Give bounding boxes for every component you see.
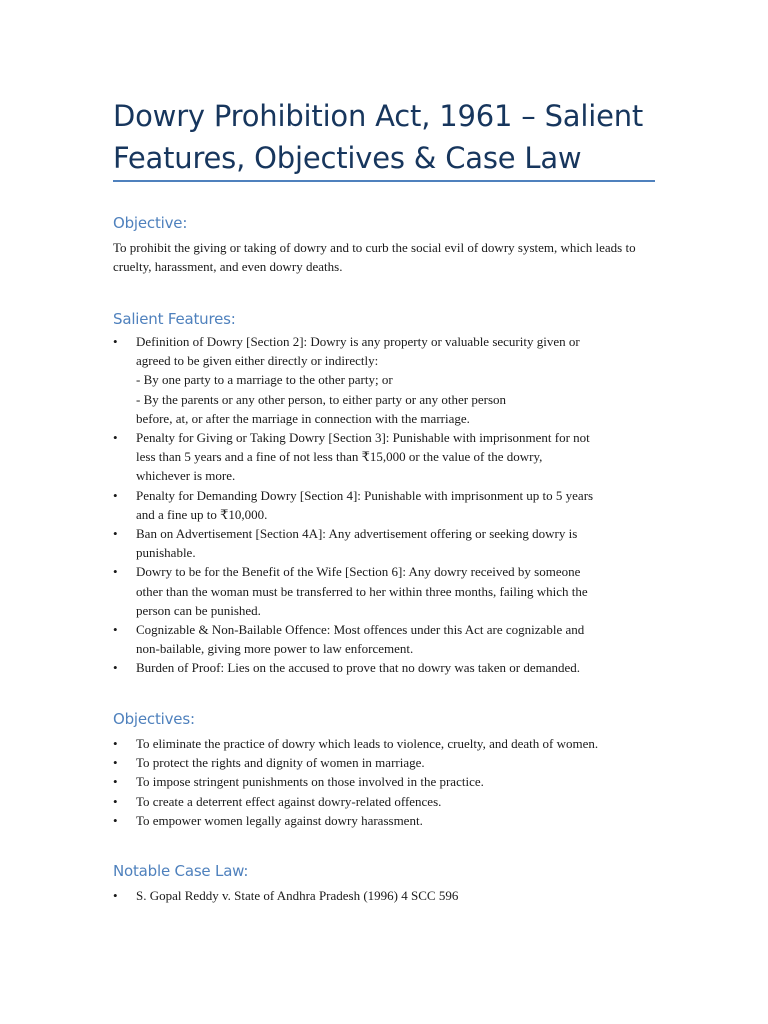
list-item-line: before, at, or after the marriage in connection with the marriage. [136, 410, 470, 426]
case-law-heading: Notable Case Law: [113, 862, 249, 880]
list-item-text: To empower women legally against dowry harassment. [136, 812, 423, 828]
list-item-line: less than 5 years and a fine of not less than ₹15,000 or the value of the dowry, [136, 449, 543, 465]
list-item-line: non-bailable, giving more power to law enforcement. [136, 641, 414, 657]
bullet-icon: • [113, 660, 118, 676]
bullet-icon: • [113, 812, 118, 828]
objective-text: To prohibit the giving or taking of dowry and to curb the social evil of dowry system, which leads to cruelty, harassment, and even dowry deaths. [113, 240, 636, 275]
objective-heading: Objective: [113, 214, 188, 232]
list-item-line: - By the parents or any other person, to either party or any other person [136, 391, 507, 407]
bullet-icon: • [113, 526, 118, 542]
list-item [113, 428, 673, 486]
objectives-heading: Objectives: [113, 710, 195, 728]
salient-features-heading: Salient Features: [113, 310, 236, 328]
list-item-line: other than the woman must be transferred to her within three months, failing which the [136, 583, 588, 599]
title-underline [113, 180, 655, 182]
list-item-line: Dowry to be for the Benefit of the Wife [Section 6]: Any dowry received by someone [136, 564, 581, 580]
list-item-line: Definition of Dowry [Section 2]: Dowry is any property or valuable security given or [136, 334, 580, 349]
bullet-icon: • [113, 487, 118, 503]
list-item-line: - By one party to a marriage to the other party; or [136, 372, 393, 388]
list-item-line: and a fine up to ₹10,000. [136, 506, 268, 522]
list-item-line: person can be punished. [136, 602, 261, 618]
list-item-line: agreed to be given either directly or indirectly: [136, 353, 379, 369]
list-item [113, 658, 673, 677]
list-item-text: To protect the rights and dignity of women in marriage. [136, 755, 425, 771]
list-item-line: Penalty for Demanding Dowry [Section 4]: Punishable with imprisonment up to 5 years [136, 487, 594, 503]
list-item [113, 486, 673, 524]
bullet-icon: • [113, 755, 118, 771]
list-item-line: Ban on Advertisement [Section 4A]: Any advertisement offering or seeking dowry is [136, 526, 578, 542]
list-item [113, 811, 673, 830]
list-item-line: Burden of Proof: Lies on the accused to prove that no dowry was taken or demanded. [136, 660, 581, 676]
bullet-icon: • [113, 774, 118, 790]
objectives-list [113, 734, 673, 830]
bullet-icon: • [113, 622, 118, 638]
list-item-line: Cognizable & Non-Bailable Offence: Most offences under this Act are cognizable and [136, 622, 585, 638]
list-item [113, 753, 673, 772]
salient-features-list [113, 332, 673, 678]
bullet-icon: • [113, 793, 118, 809]
list-item [113, 524, 673, 562]
bullet-icon: • [113, 736, 118, 751]
case-law-list [113, 886, 673, 905]
list-item-text: To create a deterrent effect against dowry-related offences. [136, 793, 442, 809]
list-item [113, 620, 673, 658]
list-item-line: whichever is more. [136, 468, 236, 484]
list-item-line: punishable. [136, 545, 196, 561]
list-item-text: S. Gopal Reddy v. State of Andhra Pradesh (1996) 4 SCC 596 [136, 888, 459, 903]
list-item-text: To eliminate the practice of dowry which leads to violence, cruelty, and death of women. [136, 736, 599, 751]
list-item [113, 886, 673, 905]
bullet-icon: • [113, 430, 118, 446]
list-item [113, 792, 673, 811]
page-title: Dowry Prohibition Act, 1961 – Salient Features, Objectives & Case Law [113, 99, 644, 175]
list-item [113, 772, 673, 791]
bullet-icon: • [113, 888, 118, 903]
bullet-icon: • [113, 334, 118, 349]
list-item [113, 332, 673, 428]
list-item [113, 734, 673, 753]
list-item-text: To impose stringent punishments on those involved in the practice. [136, 774, 484, 790]
bullet-icon: • [113, 564, 118, 580]
list-item-line: Penalty for Giving or Taking Dowry [Section 3]: Punishable with imprisonment for not [136, 430, 590, 446]
list-item [113, 562, 673, 620]
